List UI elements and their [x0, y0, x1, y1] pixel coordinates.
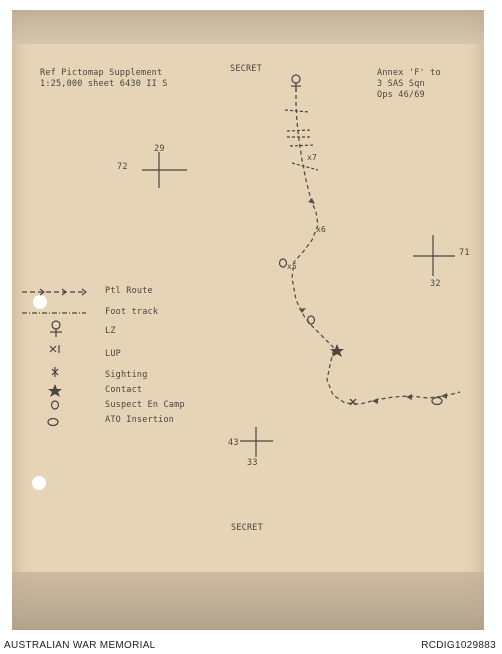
map-reference-line: Ref Pictomap Supplement	[40, 68, 163, 78]
legend-label: Contact	[105, 385, 143, 395]
suspect-camp-icon	[308, 316, 315, 324]
route-arrow-icon	[441, 393, 447, 399]
annex-line: Ops 46/69	[377, 90, 425, 100]
legend-label: Ptl Route	[105, 286, 153, 296]
ato-insertion-icon	[48, 419, 58, 426]
legend-label: LUP	[105, 349, 121, 359]
legend-label: ATO Insertion	[105, 415, 175, 425]
ptl-route-icon	[22, 289, 86, 295]
lup-label: x6	[316, 225, 327, 234]
patrol-route	[292, 88, 460, 404]
archive-id: RCDIG1029883	[421, 640, 496, 651]
lup-label: x5	[287, 262, 298, 271]
classification-top: SECRET	[230, 64, 262, 74]
sighting-icon	[350, 399, 356, 405]
grid-label: 43	[228, 438, 239, 448]
lz-icon	[50, 321, 62, 337]
lup-label: x7	[307, 153, 318, 162]
foot-track-icon	[285, 110, 318, 170]
ato-insertion-icon	[432, 398, 442, 405]
contact-icon	[48, 384, 62, 397]
grid-cross-icon	[413, 235, 455, 276]
legend-label: Suspect En Camp	[105, 400, 185, 410]
classification-bottom: SECRET	[231, 523, 263, 533]
suspect-camp-icon	[52, 401, 59, 409]
grid-cross-icon	[142, 152, 187, 188]
legend-label: Sighting	[105, 370, 148, 380]
grid-label: 29	[154, 144, 165, 154]
grid-label: 32	[430, 279, 441, 289]
legend-label: Foot track	[105, 307, 159, 317]
archive-credit: AUSTRALIAN WAR MEMORIAL	[4, 640, 156, 651]
legend-label: LZ	[105, 326, 116, 336]
grid-cross-icon	[240, 427, 273, 457]
grid-label: 33	[247, 458, 258, 468]
grid-label: 71	[459, 248, 470, 258]
map-reference-line: 1:25,000 sheet 6430 II S	[40, 79, 168, 89]
lup-icon	[50, 345, 59, 353]
route-arrow-icon	[308, 198, 315, 204]
grid-label: 72	[117, 162, 128, 172]
suspect-camp-icon	[280, 259, 287, 267]
annex-line: 3 SAS Sqn	[377, 79, 425, 89]
lz-icon	[291, 75, 301, 92]
route-arrow-icon	[372, 398, 378, 404]
sighting-icon	[52, 367, 58, 377]
annex-line: Annex 'F' to	[377, 68, 441, 78]
route-arrow-icon	[406, 394, 412, 400]
